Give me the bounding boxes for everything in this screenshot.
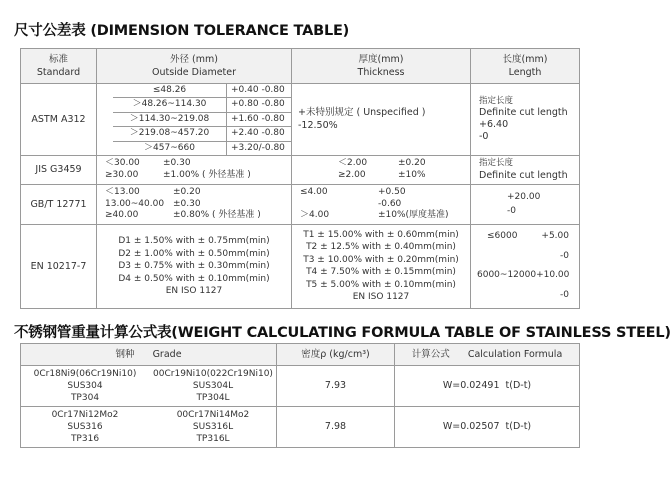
thickness-gbt: ≤4.00 +0.50 -0.60 ＞4.00 ±10%(厚度基准) <box>292 184 471 224</box>
thickness-astm: +未特别规定 ( Unspecified ) -12.50% <box>292 84 471 156</box>
weight-row-316 <box>21 407 580 448</box>
header-length: 长度(mm) Length <box>471 49 580 84</box>
table-header-row <box>21 49 580 84</box>
table-row-astm <box>21 84 580 156</box>
weight-formula-table <box>20 343 580 448</box>
od-gbt: ＜13.00 ±0.20 13.00~40.00 ±0.30 ≥40.00 ±0.80% ( 外径基准 ) <box>97 184 292 224</box>
length-gbt: +20.00 -0 <box>471 184 580 224</box>
tolerance-table-title: 尺寸公差表 (DIMENSION TOLERANCE TABLE) <box>14 23 350 39</box>
header-standard: 标准 Standard <box>21 49 97 84</box>
header-outside-diameter: 外径 (mm) Outside Diameter <box>97 49 292 84</box>
standard-jis: JIS G3459 <box>21 155 97 184</box>
length-en: ≤6000 +5.00 -0 6000~12000 +10.00 -0 <box>471 224 580 308</box>
header-thickness: 厚度(mm) Thickness <box>292 49 471 84</box>
formula-304: W=0.02491 t(D-t) <box>395 366 580 407</box>
od-astm: ≤48.26 +0.40 -0.80 ＞48.26~114.30 +0.80 -0.80 ＞114.30~219.08 +1.60 -0.80 ＞219.08~457.20 +2.40 -0.80 ＞457~660 +3.20/-0.80 <box>97 84 292 156</box>
length-jis: 指定长度 Definite cut length <box>471 155 580 184</box>
formula-316: W=0.02507 t(D-t) <box>395 407 580 448</box>
table-row-en <box>21 224 580 308</box>
header-density: 密度ρ (kg/cm³) <box>277 344 395 366</box>
od-jis: ＜30.00 ±0.30 ≥30.00 ±1.00% ( 外径基准 ) <box>97 155 292 184</box>
length-astm: 指定长度 Definite cut length +6.40 -0 <box>471 84 580 156</box>
standard-en: EN 10217-7 <box>21 224 97 308</box>
table-row-gbt <box>21 184 580 224</box>
od-en: D1 ± 1.50% with ± 0.75mm(min) D2 ± 1.00% with ± 0.50mm(min) D3 ± 0.75% with ± 0.30mm(min) D4 ± 0.50% with ± 0.10mm(min) EN ISO 1127 <box>97 224 292 308</box>
weight-table-title: 不锈钢管重量计算公式表(WEIGHT CALCULATING FORMULA TABLE OF STAINLESS STEEL) <box>14 325 671 341</box>
standard-gbt: GB/T 12771 <box>21 184 97 224</box>
header-formula: 计算公式 Calculation Formula <box>395 344 580 366</box>
grade-304: 0Cr18Ni9(06Cr19Ni10) SUS304 TP304 00Cr19Ni10(022Cr19Ni10) SUS304L TP304L <box>21 366 277 407</box>
dimension-tolerance-table <box>20 48 580 309</box>
density-316: 7.98 <box>277 407 395 448</box>
header-grade: 钢种 Grade <box>21 344 277 366</box>
thickness-jis: ＜2.00 ±0.20 ≥2.00 ±10% <box>292 155 471 184</box>
standard-astm: ASTM A312 <box>21 84 97 156</box>
weight-row-304 <box>21 366 580 407</box>
weight-header-row <box>21 344 580 366</box>
density-304: 7.93 <box>277 366 395 407</box>
table-row-jis <box>21 155 580 184</box>
thickness-en: T1 ± 15.00% with ± 0.60mm(min) T2 ± 12.5% with ± 0.40mm(min) T3 ± 10.00% with ± 0.20mm(min) T4 ± 7.50% with ± 0.15mm(min) T5 ± 5.00% with ± 0.10mm(min) EN ISO 1127 <box>292 224 471 308</box>
grade-316: 0Cr17Ni12Mo2 SUS316 TP316 00Cr17Ni14Mo2 SUS316L TP316L <box>21 407 277 448</box>
